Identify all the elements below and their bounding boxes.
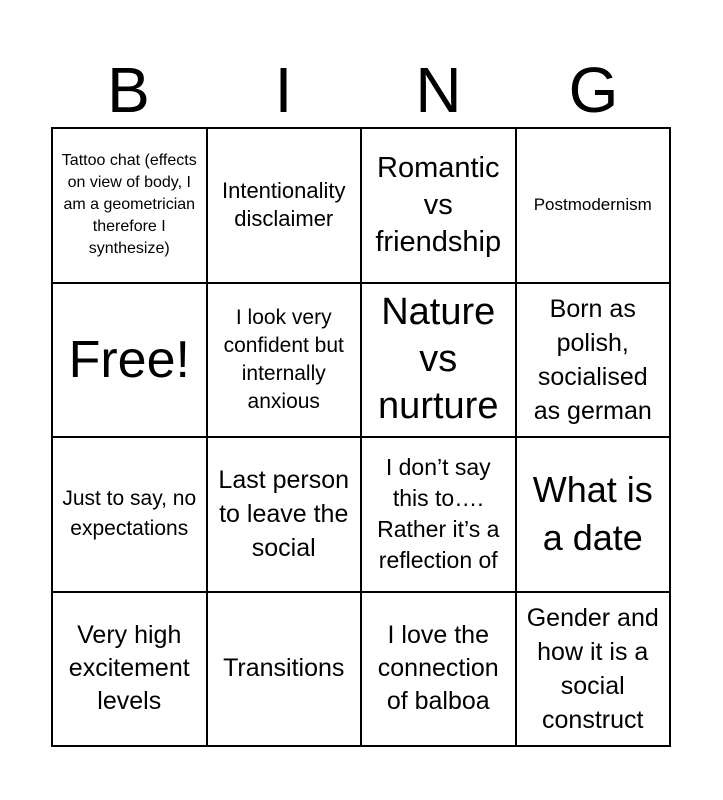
- free-space-text: Free!: [68, 330, 190, 389]
- cell-text: I don’t say this to…. Rather it’s a reflection of: [377, 454, 500, 574]
- header-letter-b: B: [107, 54, 150, 126]
- bingo-cell[interactable]: [361, 592, 516, 747]
- bingo-header: [51, 52, 671, 128]
- cell-text: Born as polish, socialised as german: [533, 294, 652, 425]
- cell-text: Just to say, no expectations: [62, 487, 197, 541]
- cell-text: I look very confident but internally anxious: [223, 305, 344, 413]
- header-letter-n: N: [415, 54, 462, 126]
- bingo-cell[interactable]: [516, 128, 671, 283]
- cell-text: Transitions: [223, 654, 345, 683]
- cell-text: Gender and how it is a social construct: [526, 603, 659, 734]
- bingo-cell[interactable]: [207, 437, 362, 592]
- cell-text: Postmodernism: [533, 195, 652, 215]
- free-space-cell[interactable]: [52, 283, 207, 438]
- bingo-cell[interactable]: [52, 592, 207, 747]
- cell-text: Last person to leave the social: [218, 466, 350, 563]
- bingo-cell[interactable]: [516, 592, 671, 747]
- bingo-cell[interactable]: [361, 128, 516, 283]
- cell-text: Tattoo chat (effects on view of body, I am a geometrician therefore I synthesize): [61, 152, 197, 258]
- bingo-cell[interactable]: [516, 283, 671, 438]
- header-letter-g: G: [568, 54, 619, 126]
- bingo-cell[interactable]: [361, 437, 516, 592]
- bingo-cell[interactable]: [207, 128, 362, 283]
- bingo-cell[interactable]: [207, 283, 362, 438]
- cell-text: Nature vs nurture: [378, 291, 499, 428]
- header-letter-i: I: [274, 54, 293, 126]
- bingo-cell[interactable]: [516, 437, 671, 592]
- bingo-cell[interactable]: [52, 437, 207, 592]
- bingo-cell[interactable]: [52, 128, 207, 283]
- cell-text: Romantic vs friendship: [375, 151, 502, 258]
- cell-text: Intentionality disclaimer: [221, 178, 346, 232]
- bingo-cell[interactable]: [361, 283, 516, 438]
- cell-text: I love the connection of balboa: [377, 621, 499, 716]
- bingo-board: [51, 127, 671, 747]
- cell-text: Very high excitement levels: [68, 621, 190, 716]
- cell-text: What is a date: [532, 469, 653, 559]
- bingo-cell[interactable]: [207, 592, 362, 747]
